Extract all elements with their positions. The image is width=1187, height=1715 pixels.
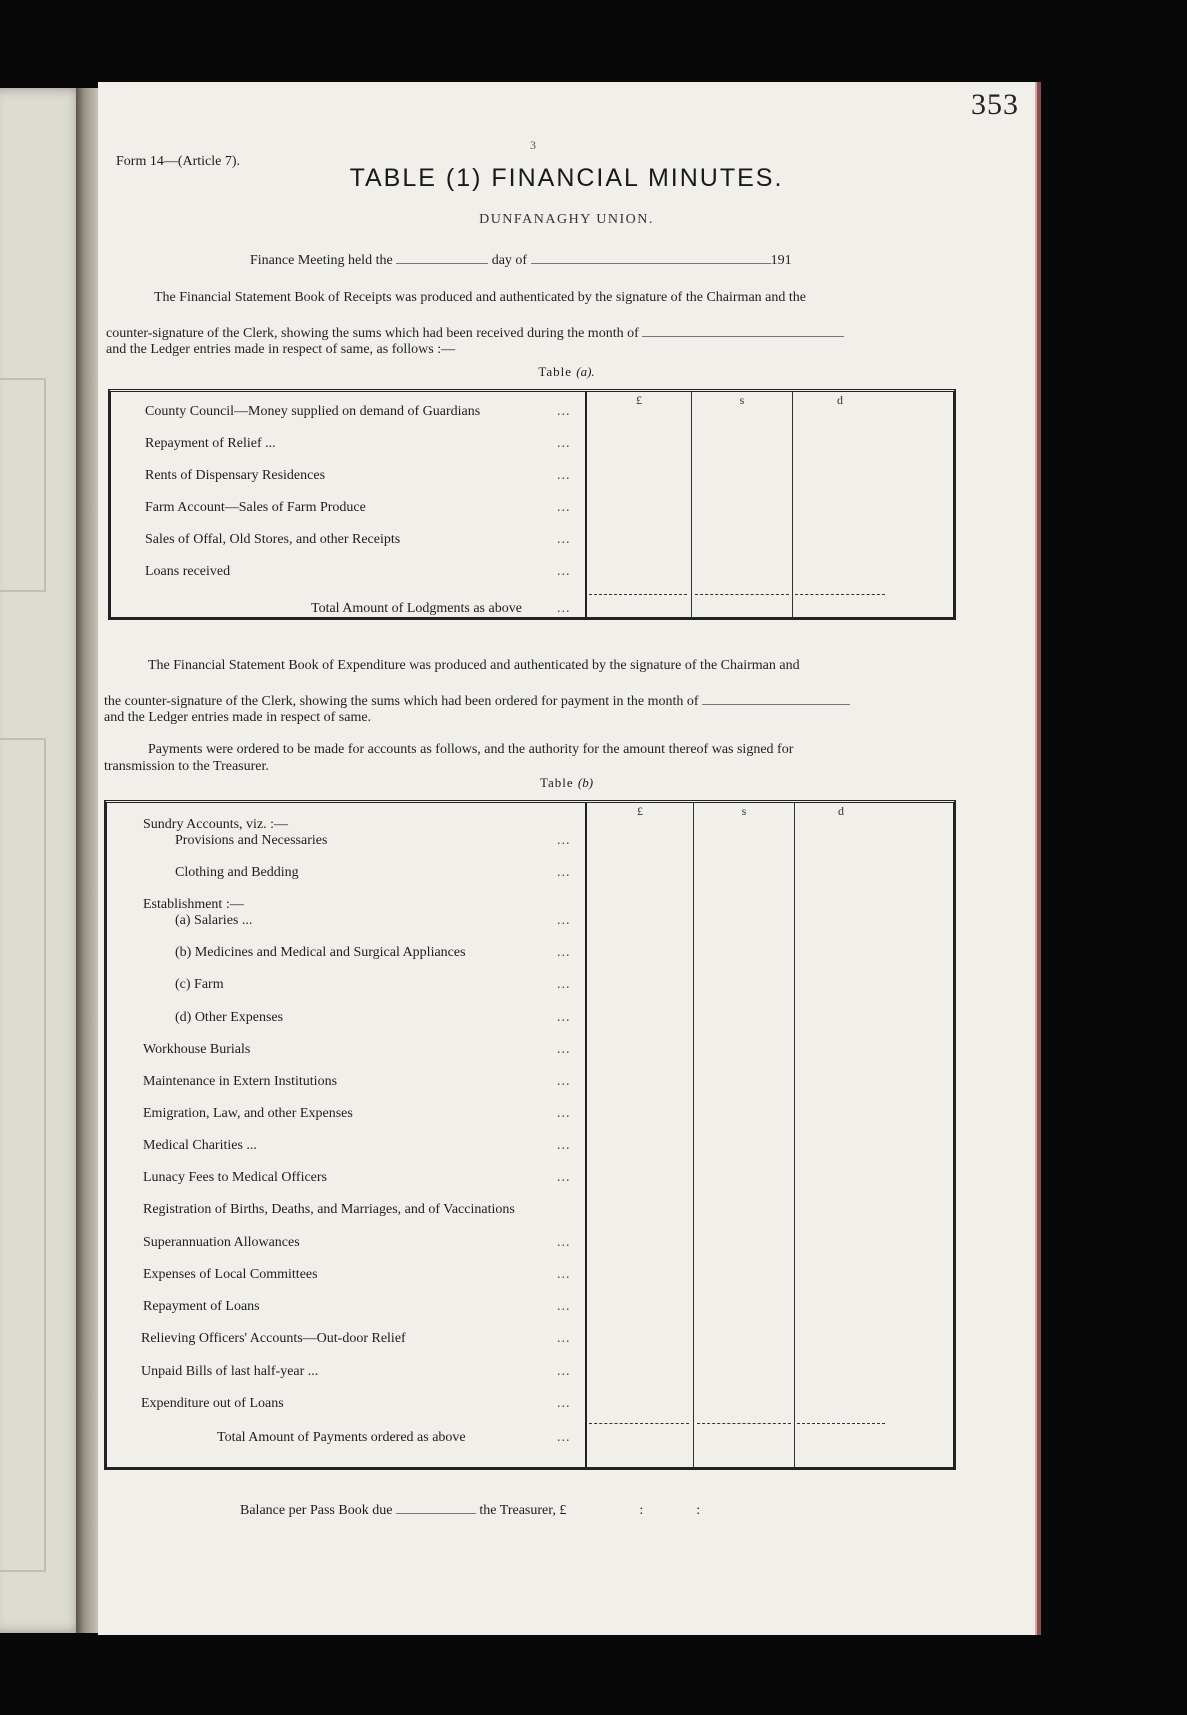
table-b-caption-letter: (b)	[577, 775, 594, 790]
table-row: Workhouse Burials	[143, 1042, 251, 1057]
meeting-year: 191	[770, 253, 792, 268]
shillings-header: s	[739, 393, 745, 407]
expenditure-para-line-2	[104, 693, 850, 710]
leader-dots: ...	[557, 1074, 571, 1089]
table-b-pence-column	[795, 803, 887, 1467]
receipts-para-line-1: The Financial Statement Book of Receipts was produced and authenticated by the signature of the Chairman and the	[154, 290, 806, 305]
payments-para-line-1: Payments were ordered to be made for accounts as follows, and the authority for the amount thereof was signed for	[148, 742, 794, 757]
table-row: Maintenance in Extern Institutions	[143, 1074, 338, 1089]
leader-dots: ...	[557, 500, 571, 515]
union-name: DUNFANAGHY UNION.	[479, 212, 654, 227]
table-b-total-label: Total Amount of Payments ordered as above	[217, 1430, 466, 1445]
table-row: Emigration, Law, and other Expenses	[143, 1106, 353, 1121]
table-a	[108, 389, 956, 620]
leader-dots: ...	[557, 1299, 571, 1314]
leader-dots: ...	[557, 1267, 571, 1282]
expenditure-para-line-3: and the Ledger entries made in respect of same.	[104, 710, 372, 725]
leader-dots: ...	[557, 601, 571, 616]
leader-dots: ...	[557, 1331, 571, 1346]
receipts-para-line-3: and the Ledger entries made in respect of same, as follows :—	[106, 342, 456, 357]
shillings-header: s	[741, 804, 747, 818]
table-a-caption	[98, 364, 1035, 380]
meeting-line	[250, 252, 792, 269]
table-row: (c) Farm	[175, 977, 224, 992]
table-row: Medical Charities ...	[143, 1138, 257, 1153]
page-number: 353	[971, 88, 1019, 121]
table-b-pounds-column	[587, 803, 694, 1467]
leader-dots: ...	[557, 833, 571, 848]
table-row: Rents of Dispensary Residences	[145, 468, 326, 483]
table-b-caption-word: Table	[539, 775, 574, 790]
pence-header: d	[837, 393, 843, 407]
table-row: Loans received	[145, 564, 231, 579]
table-a-caption-word: Table	[538, 364, 572, 379]
table-row: Lunacy Fees to Medical Officers	[143, 1170, 328, 1185]
leader-dots: ...	[557, 945, 571, 960]
table-row: Sundry Accounts, viz. :—	[143, 817, 289, 832]
total-rule	[795, 594, 885, 595]
expenditure-para-text: the counter-signature of the Clerk, showing the sums which had been ordered for payment in the month of	[104, 694, 699, 709]
leader-dots: ...	[557, 532, 571, 547]
table-a-shillings-column	[692, 392, 793, 617]
previous-page-table-frame	[0, 738, 46, 1572]
table-row: (d) Other Expenses	[175, 1010, 284, 1025]
table-row: (b) Medicines and Medical and Surgical Appliances	[175, 945, 466, 960]
pence-header: d	[838, 804, 844, 818]
month-blank[interactable]	[531, 252, 771, 264]
leader-dots: ...	[557, 977, 571, 992]
table-row: Establishment :—	[143, 897, 244, 912]
table-row: Unpaid Bills of last half-year ...	[141, 1364, 319, 1379]
meeting-middle: day of	[491, 253, 528, 268]
leader-dots: ...	[557, 468, 571, 483]
table-row: Clothing and Bedding	[175, 865, 299, 880]
balance-blank[interactable]	[396, 1502, 476, 1514]
table-b	[104, 800, 956, 1470]
leader-dots: ...	[557, 1235, 571, 1250]
page-title: TABLE (1) FINANCIAL MINUTES.	[349, 164, 784, 192]
pounds-header: £	[636, 393, 642, 407]
table-row: Expenses of Local Committees	[143, 1267, 318, 1282]
table-row: Relieving Officers' Accounts—Out-door Relief	[141, 1331, 406, 1346]
book-gutter	[76, 88, 98, 1633]
table-a-pounds-column	[587, 392, 692, 617]
receipts-month-blank[interactable]	[642, 325, 844, 337]
leader-dots: ...	[557, 1010, 571, 1025]
leader-dots: ...	[557, 865, 571, 880]
total-rule	[797, 1423, 885, 1424]
leader-dots: ...	[557, 564, 571, 579]
table-a-caption-letter: (a).	[576, 364, 595, 379]
leader-dots: ...	[557, 1170, 571, 1185]
total-rule	[695, 594, 789, 595]
previous-page-table-frame	[0, 378, 46, 592]
table-a-pence-column	[793, 392, 887, 617]
balance-separator: :	[696, 1503, 701, 1518]
table-row: Registration of Births, Deaths, and Marriages, and of Vaccinations	[143, 1202, 515, 1217]
table-row: Provisions and Necessaries	[175, 833, 328, 848]
pounds-header: £	[637, 804, 643, 818]
leader-dots: ...	[557, 1042, 571, 1057]
leader-dots: ...	[557, 404, 571, 419]
payments-para-line-2: transmission to the Treasurer.	[104, 759, 269, 774]
total-rule	[589, 594, 687, 595]
balance-line	[240, 1502, 700, 1519]
ledger-page	[98, 82, 1035, 1635]
leader-dots: ...	[557, 913, 571, 928]
leader-dots: ...	[557, 1106, 571, 1121]
receipts-para-text: counter-signature of the Clerk, showing the sums which had been received during the month of	[106, 326, 639, 341]
table-row: (a) Salaries ...	[175, 913, 253, 928]
table-row: Repayment of Loans	[143, 1299, 260, 1314]
folio-number: 3	[530, 138, 536, 152]
table-row: Repayment of Relief ...	[145, 436, 276, 451]
day-blank[interactable]	[396, 252, 488, 264]
total-rule	[589, 1423, 689, 1424]
expenditure-para-line-1: The Financial Statement Book of Expenditure was produced and authenticated by the signature of the Chairman and	[148, 658, 800, 673]
table-row: County Council—Money supplied on demand of Guardians	[145, 404, 481, 419]
total-rule	[697, 1423, 791, 1424]
form-reference: Form 14—(Article 7).	[116, 154, 241, 169]
meeting-prefix: Finance Meeting held the	[250, 253, 393, 268]
receipts-para-line-2	[106, 325, 844, 342]
leader-dots: ...	[557, 1430, 571, 1445]
table-a-total-label: Total Amount of Lodgments as above	[311, 601, 522, 616]
table-row: Expenditure out of Loans	[141, 1396, 284, 1411]
previous-page-edge	[0, 88, 86, 1633]
table-row: Sales of Offal, Old Stores, and other Receipts	[145, 532, 401, 547]
balance-separator: :	[639, 1503, 644, 1518]
expenditure-month-blank[interactable]	[702, 693, 850, 705]
table-row: Farm Account—Sales of Farm Produce	[145, 500, 366, 515]
leader-dots: ...	[557, 1138, 571, 1153]
leader-dots: ...	[557, 1396, 571, 1411]
table-b-shillings-column	[694, 803, 795, 1467]
balance-prefix: Balance per Pass Book due	[240, 1503, 393, 1518]
balance-middle: the Treasurer, £	[479, 1503, 567, 1518]
table-b-caption	[98, 775, 1035, 791]
leader-dots: ...	[557, 1364, 571, 1379]
leader-dots: ...	[557, 436, 571, 451]
table-row: Superannuation Allowances	[143, 1235, 300, 1250]
